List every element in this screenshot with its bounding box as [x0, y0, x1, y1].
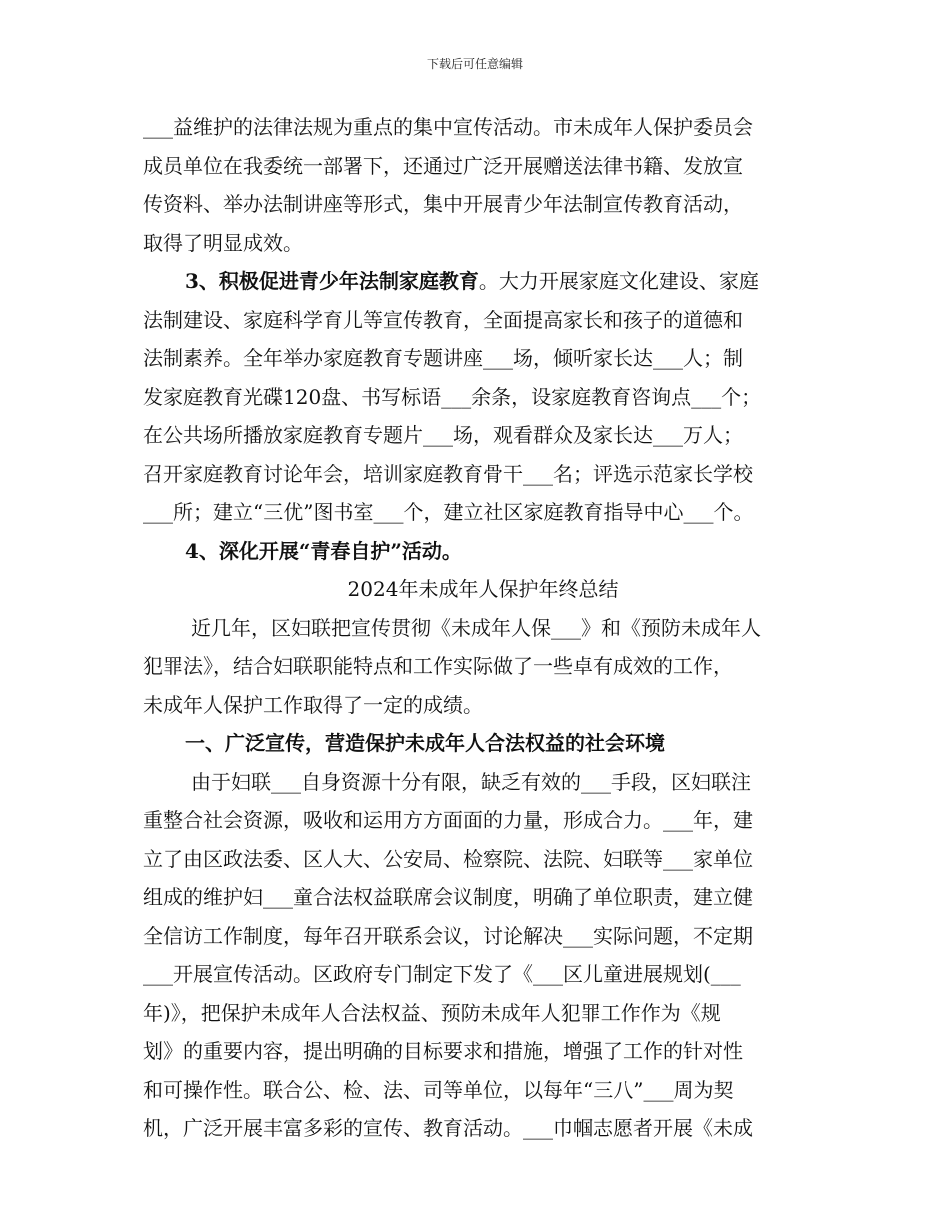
- text-line: 在公共场所播放家庭教育专题片___场，观看群众及家长达___万人；: [143, 423, 743, 447]
- text-line: 未成年人保护工作取得了一定的成绩。: [143, 692, 483, 717]
- page-header: 下载后可任意编辑: [426, 57, 523, 71]
- text-line: ___所；建立“三优”图书室___个，建立社区家庭教育指导中心___个。: [143, 500, 754, 524]
- section-heading-4: 4、深化开展“青春自护”活动。: [185, 538, 462, 563]
- text-line: 和可操作性。联合公、检、法、司等单位，以每年“三八”___周为契: [143, 1077, 734, 1102]
- text-span: 。大力开展家庭文化建设、家庭: [478, 269, 759, 293]
- text-line: 机，广泛开展丰富多彩的宣传、教育活动。___巾帼志愿者开展《未成: [143, 1116, 753, 1140]
- text-line: 立了由区政法委、区人大、公安局、检察院、法院、妇联等___家单位: [143, 846, 753, 871]
- document-title: 2024年未成年人保护年终总结: [347, 577, 619, 601]
- text-line: 全信访工作制度，每年召开联系会议，讨论解决___实际问题，不定期: [143, 923, 753, 948]
- text-line: 发家庭教育光碟120盘、书写标语___余条，设家庭教育咨询点___个；: [143, 384, 762, 409]
- text-line: 由于妇联___自身资源十分有限，缺乏有效的___手段，区妇联注: [191, 769, 751, 794]
- text-line: 取得了明显成效。: [143, 230, 303, 255]
- section-heading-3: 3、积极促进青少年法制家庭教育: [185, 269, 479, 293]
- text-line: ___益维护的法律法规为重点的集中宣传活动。市未成年人保护委员会: [143, 115, 753, 139]
- text-line: 法制建设、家庭科学育儿等宣传教育，全面提高家长和孩子的道德和: [143, 307, 743, 332]
- section-heading-1: 一、广泛宣传，营造保护未成年人合法权益的社会环境: [185, 731, 665, 755]
- text-line: 划》的重要内容，提出明确的目标要求和措施，增强了工作的针对性: [143, 1039, 743, 1063]
- text-line: 近几年，区妇联把宣传贯彻《未成年人保___》和《预防未成年人: [191, 615, 761, 640]
- text-line: 传资料、举办法制讲座等形式，集中开展青少年法制宣传教育活动，: [143, 192, 743, 216]
- text-line: 年)》，把保护未成年人合法权益、预防未成年人犯罪工作作为《规: [143, 1000, 721, 1025]
- document-body: [143, 108, 823, 1148]
- text-line: 法制素养。全年举办家庭教育专题讲座___场，倾听家长达___人；制: [143, 346, 743, 370]
- text-line: 重整合社会资源，吸收和运用方方面面的力量，形成合力。___年，建: [143, 808, 753, 832]
- text-line: 犯罪法》，结合妇联职能特点和工作实际做了一些卓有成效的工作，: [143, 654, 733, 678]
- text-line: ___开展宣传活动。区政府专门制定下发了《___区儿童进展规划(___: [143, 962, 741, 986]
- text-line: 成员单位在我委统一部署下，还通过广泛开展赠送法律书籍、发放宣: [143, 153, 743, 178]
- text-line: 组成的维护妇___童合法权益联席会议制度，明确了单位职责，建立健: [143, 885, 753, 909]
- section-heading-line: [143, 262, 823, 301]
- text-line: 召开家庭教育讨论年会，培训家庭教育骨干___名；评选示范家长学校: [143, 461, 753, 486]
